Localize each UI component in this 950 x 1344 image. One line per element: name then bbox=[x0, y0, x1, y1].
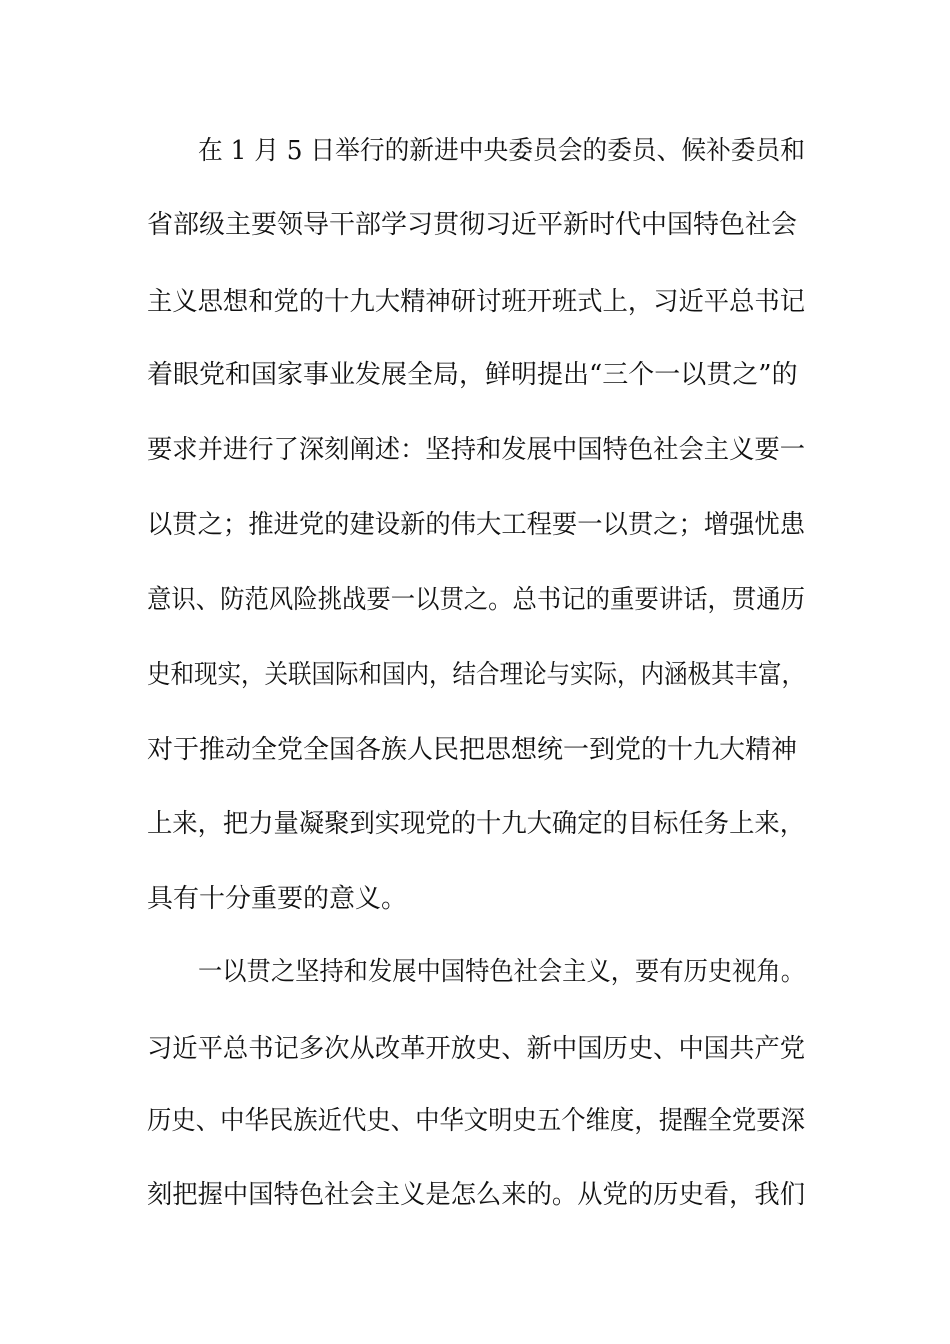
paragraph-1-line-3 bbox=[0, 282, 950, 322]
text-line: 一以贯之坚持和发展中国特色社会主义，要有历史视角。 bbox=[198, 957, 805, 987]
paragraph-1-line-9 bbox=[0, 730, 950, 770]
paragraph-2-line-3 bbox=[0, 1101, 950, 1141]
paragraph-1-line-1 bbox=[0, 131, 950, 171]
paragraph-1-line-8 bbox=[0, 655, 950, 695]
text-line: 主义思想和党的十九大精神研讨班开班式上，习近平总书记 bbox=[147, 287, 806, 317]
text-line: 要求并进行了深刻阐述：坚持和发展中国特色社会主义要一 bbox=[147, 435, 806, 465]
paragraph-1-line-4 bbox=[0, 355, 950, 395]
paragraph-1-line-5 bbox=[0, 430, 950, 470]
text-line: 历史、中华民族近代史、中华文明史五个维度，提醒全党要深 bbox=[147, 1106, 805, 1136]
text-line: 具有十分重要的意义。 bbox=[147, 884, 408, 914]
text-line: 意识、防范风险挑战要一以贯之。总书记的重要讲话，贯通历 bbox=[147, 585, 805, 615]
paragraph-1-line-10 bbox=[0, 804, 950, 844]
text-line: 以贯之；推进党的建设新的伟大工程要一以贯之；增强忧患 bbox=[147, 510, 806, 540]
paragraph-2-line-1 bbox=[0, 952, 950, 992]
paragraph-2-line-2 bbox=[0, 1029, 950, 1069]
text-line: 省部级主要领导干部学习贯彻习近平新时代中国特色社会 bbox=[147, 210, 798, 240]
text-line: 对于推动全党全国各族人民把思想统一到党的十九大精神 bbox=[147, 735, 798, 765]
text-line: 刻把握中国特色社会主义是怎么来的。从党的历史看，我们 bbox=[147, 1180, 806, 1210]
text-line: 史和现实，关联国际和国内，结合理论与实际，内涵极其丰富， bbox=[147, 660, 805, 690]
text-line: 上来，把力量凝聚到实现党的十九大确定的目标任务上来， bbox=[147, 809, 806, 839]
paragraph-1-line-7 bbox=[0, 580, 950, 620]
paragraph-1-line-2 bbox=[0, 205, 950, 245]
paragraph-2-line-4 bbox=[0, 1175, 950, 1215]
text-line: 习近平总书记多次从改革开放史、新中国历史、中国共产党 bbox=[147, 1034, 806, 1064]
text-line: 着眼党和国家事业发展全局，鲜明提出“三个一以贯之”的 bbox=[147, 360, 798, 390]
text-line: 在 1 月 5 日举行的新进中央委员会的委员、候补委员和 bbox=[198, 136, 806, 166]
paragraph-1-line-11 bbox=[0, 879, 950, 919]
paragraph-1-line-6 bbox=[0, 505, 950, 545]
